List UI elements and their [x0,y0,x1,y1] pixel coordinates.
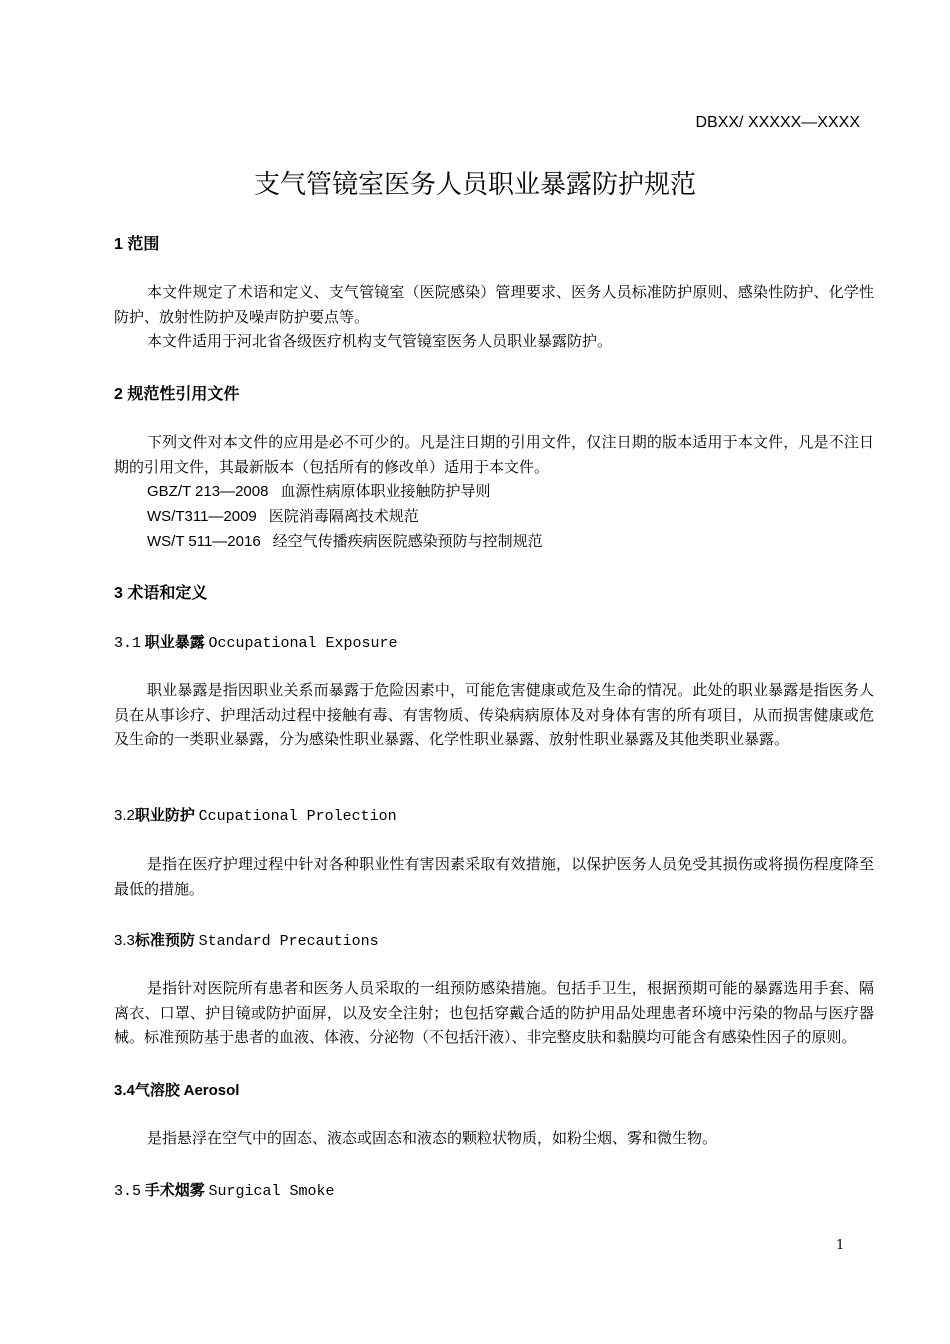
term-3-1-definition: 职业暴露是指因职业关系而暴露于危险因素中，可能危害健康或危及生命的情况。此处的职业暴露是指医务人员在从事诊疗、护理活动过程中接触有毒、有害物质、传染病病原体及对身体有害的所有项目，从而损害健康或危及生命的一类职业暴露，分为感染性职业暴露、化学性职业暴露、放射性职业暴露及其他类职业暴露。 [114,681,874,748]
reference-title: 经空气传播疾病医院感染预防与控制规范 [272,532,543,550]
term-3-1-heading: 3.1 职业暴露 Occupational Exposure [114,634,398,652]
term-3-2-heading: 3.2职业防护 Ccupational Prolection [114,807,397,825]
term-3-4-heading: 3.4气溶胶 Aerosol [114,1082,240,1099]
term-3-3-definition: 是指针对医院所有患者和医务人员采取的一组预防感染措施。包括手卫生，根据预期可能的暴露选用手套、隔离衣、口罩、护目镜或防护面屏，以及安全注射；也包括穿戴合适的防护用品处理患者环境中污染的物品与医疗器械。标准预防基于患者的血液、体液、分泌物（不包括汗液）、非完整皮肤和黏膜均可能含有感染性因子的原则。 [114,979,874,1046]
term-3-4-definition: 是指悬浮在空气中的固态、液态或固态和液态的颗粒状物质，如粉尘烟、雾和微生物。 [147,1129,718,1147]
document-code: DBXX/ XXXXX—XXXX [695,114,860,131]
reference-item [147,505,419,526]
reference-item [147,480,490,501]
reference-code: WS/T311—2009 [147,508,257,525]
term-3-5-heading: 3.5 手术烟雾 Surgical Smoke [114,1182,335,1200]
section-3-heading: 3 术语和定义 [114,585,208,602]
document-title: 支气管镜室医务人员职业暴露防护规范 [253,169,696,199]
reference-title: 血源性病原体职业接触防护导则 [280,482,491,500]
term-3-3-heading: 3.3标准预防 Standard Precautions [114,932,379,950]
page-number: 1 [836,1238,845,1253]
reference-code: GBZ/T 213—2008 [147,483,269,500]
section-2-heading: 2 规范性引用文件 [114,386,240,403]
section-1-paragraph-1: 本文件规定了术语和定义、支气管镜室（医院感染）管理要求、医务人员标准防护原则、感染性防护、化学性防护、放射性防护及噪声防护要点等。 [114,283,874,326]
term-3-2-definition: 是指在医疗护理过程中针对各种职业性有害因素采取有效措施，以保护医务人员免受其损伤或将损伤程度降至最低的措施。 [114,855,874,898]
reference-code: WS/T 511—2016 [147,533,261,550]
section-1-heading: 1 范围 [114,236,160,253]
reference-title: 医院消毒隔离技术规范 [268,507,419,525]
section-2-paragraph: 下列文件对本文件的应用是必不可少的。凡是注日期的引用文件，仅注日期的版本适用于本文件，凡是不注日期的引用文件，其最新版本（包括所有的修改单）适用于本文件。 [114,433,874,476]
reference-item [147,530,543,551]
section-1-paragraph-2: 本文件适用于河北省各级医疗机构支气管镜室医务人员职业暴露防护。 [147,332,613,350]
